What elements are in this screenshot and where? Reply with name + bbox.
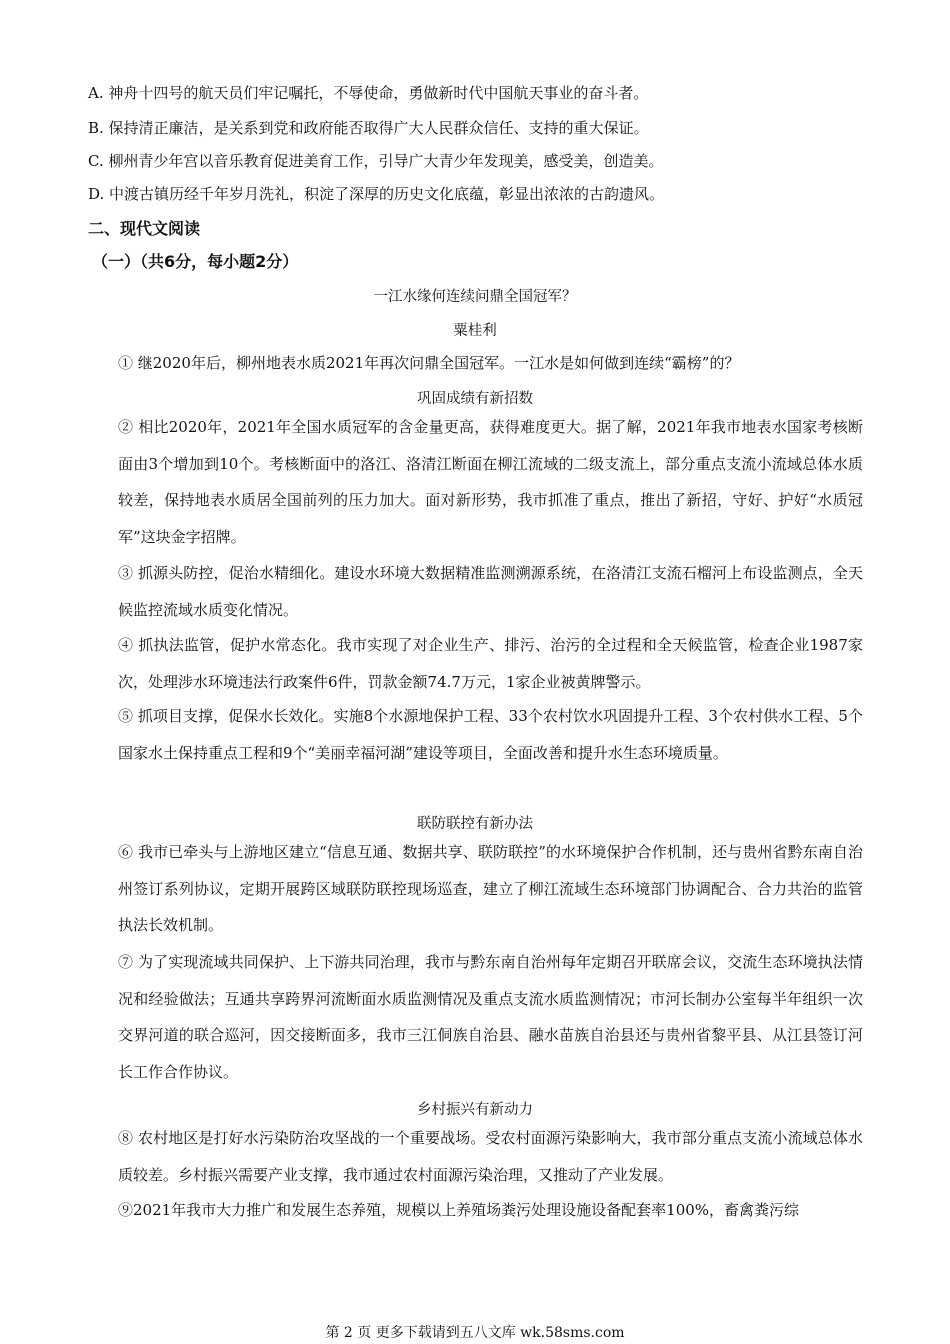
paragraph-3 [88,555,863,628]
paragraph-7 [88,944,863,1090]
paragraph-9-text: ⑨2021年我市大力推广和发展生态养殖，规模以上养殖场粪污处理设施设备配套率100%，畜禽粪污综 [118,1201,800,1219]
paragraph-1-text: ① 继2020年后，柳州地表水质2021年再次问鼎全国冠军。一江水是如何做到连续“霸榜”的？ [118,354,740,372]
paragraph-1 [88,345,863,382]
paragraph-4 [88,627,863,700]
paragraph-4-text: ④ 抓执法监管，促护水常态化。我市实现了对企业生产、排污、治污的全过程和全天候监管，检查企业1987家次，处理涉水环境违法行政案件6件，罚款金额74.7万元，1家企业被黄牌警示。 [118,636,863,691]
paragraph-5 [88,698,863,771]
paragraph-6-text: ⑥ 我市已牵头与上游地区建立“信息互通、数据共享、联防联控”的水环境保护合作机制，还与贵州省黔东南自治州签订系列协议，定期开展跨区域联防联控现场巡查，建立了柳江流域生态环境部门协调配合、合力共治的监管执法长效机制。 [118,843,863,934]
option-a: A. 神舟十四号的航天员们牢记嘱托，不辱使命，勇做新时代中国航天事业的奋斗者。 [88,84,649,102]
paragraph-8 [88,1120,863,1193]
article-author: 粟桂利 [453,323,497,339]
heading-3: 乡村振兴有新动力 [417,1102,533,1118]
heading-2: 联防联控有新办法 [417,816,533,832]
subsection-title: （一）（共6分，每小题2分） [92,252,299,271]
option-b: B. 保持清正廉洁，是关系到党和政府能否取得广大人民群众信任、支持的重大保证。 [88,119,649,137]
heading-1: 巩固成绩有新招数 [417,391,533,407]
paragraph-5-text: ⑤ 抓项目支撑，促保水长效化。实施8个水源地保护工程、33个农村饮水巩固提升工程、3个农村供水工程、5个国家水土保持重点工程和9个“美丽幸福河湖”建设等项目，全面改善和提升水生态环境质量。 [118,707,863,762]
paragraph-2-text: ② 相比2020年，2021年全国水质冠军的含金量更高，获得难度更大。据了解，2021年我市地表水国家考核断面由3个增加到10个。考核断面中的洛江、洛清江断面在柳江流域的二级支流上，部分重点支流小流域总体水质较差，保持地表水质居全国前列的压力加大。面对新形势，我市抓准了重点，推出了新招，守好、护好“水质冠军”这块金字招牌。 [118,418,863,546]
paragraph-2 [88,409,863,555]
section-title: 二、现代文阅读 [88,219,201,238]
paragraph-8-text: ⑧ 农村地区是打好水污染防治攻坚战的一个重要战场。受农村面源污染影响大，我市部分重点支流小流域总体水质较差。乡村振兴需要产业支撑，我市通过农村面源污染治理，又推动了产业发展。 [118,1129,863,1184]
option-c: C. 柳州青少年宫以音乐教育促进美育工作，引导广大青少年发现美，感受美，创造美。 [88,152,664,170]
paragraph-6 [88,834,863,944]
paragraph-3-text: ③ 抓源头防控，促治水精细化。建设水环境大数据精准监测溯源系统，在洛清江支流石榴河上布设监测点，全天候监控流域水质变化情况。 [118,564,863,619]
option-d: D. 中渡古镇历经千年岁月洗礼，积淀了深厚的历史文化底蕴，彰显出浓浓的古韵遗风。 [88,185,665,203]
paragraph-7-text: ⑦ 为了实现流域共同保护、上下游共同治理，我市与黔东南自治州每年定期召开联席会议，交流生态环境执法情况和经验做法；互通共享跨界河流断面水质监测情况及重点支流水质监测情况；市河长制办公室每半年组织一次交界河道的联合巡河，因交接断面多，我市三江侗族自治县、融水苗族自治县还与贵州省黎平县、从江县签订河长工作合作协议。 [118,953,863,1081]
article-title: 一江水缘何连续问鼎全国冠军？ [373,289,577,305]
paragraph-9 [88,1192,863,1229]
page-footer: 第 2 页 更多下载请到五八文库 wk.58sms.com [325,1325,625,1341]
